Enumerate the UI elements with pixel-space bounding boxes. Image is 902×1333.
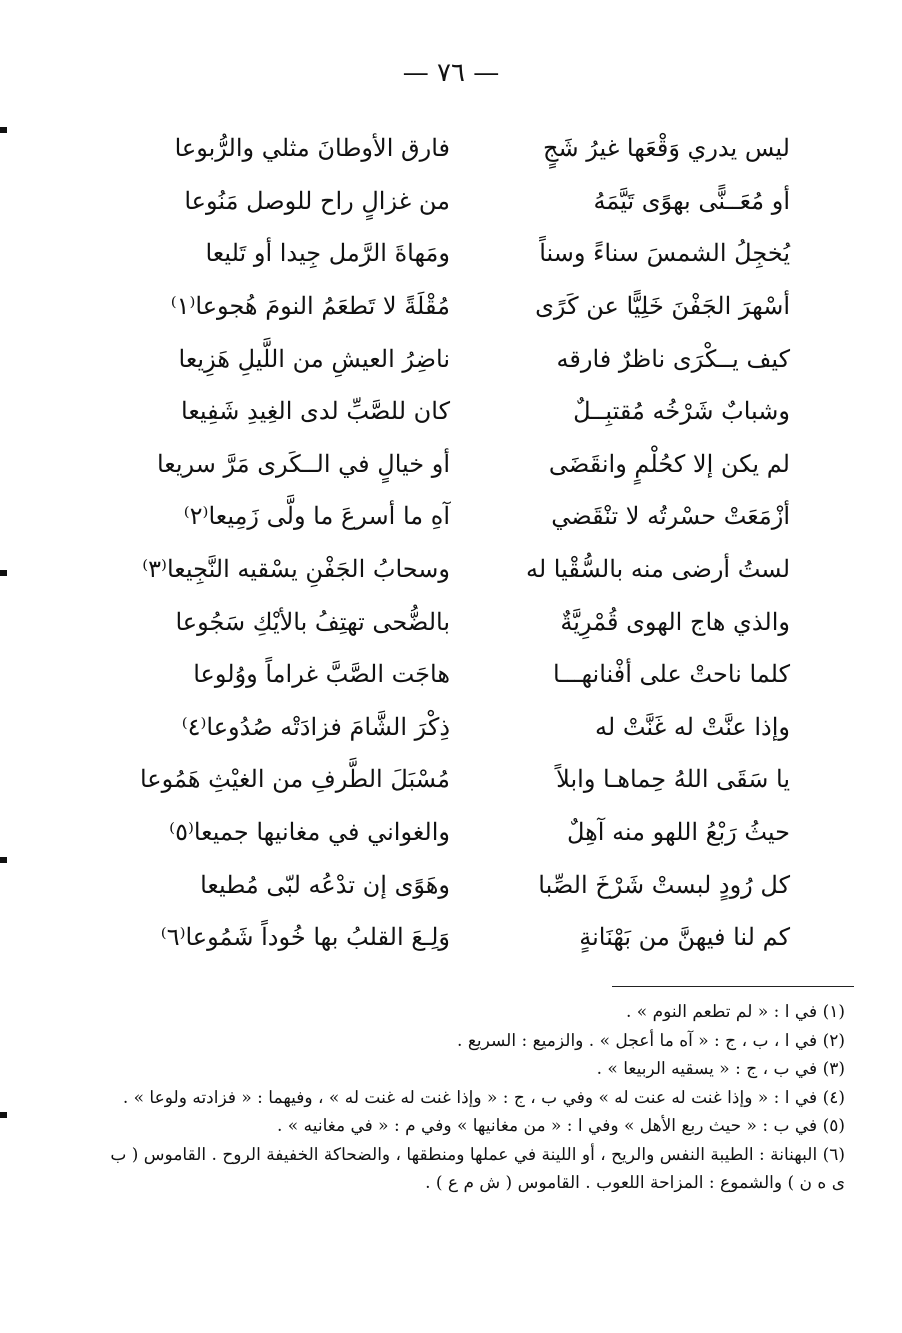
- verse-second-hemistich: آهِ ما أسرعَ ما ولَّى زَمِيعا⁽٢⁾: [183, 502, 450, 531]
- verse-second-hemistich: والغواني في مغانيها جميعا⁽٥⁾: [169, 818, 450, 847]
- footnote: (١) في ا : « لم تطعم النوم » .: [625, 1002, 845, 1022]
- footnote-divider: [612, 986, 854, 987]
- verse-first-hemistich: أسْهرَ الجَفْنَ خَلِيًّا عن كَرًى: [535, 292, 790, 321]
- verse-first-hemistich: أو مُعَــنًّى بهوًى تَيَّمَهُ: [593, 186, 790, 215]
- verse-second-hemistich: ناضِرُ العيشِ من اللَّيلِ هَزِيعا: [178, 344, 450, 373]
- verse-first-hemistich: ليس يدري وَقْعَها غيرُ شَجٍ: [543, 134, 790, 163]
- verse: [150, 122, 790, 175]
- verse: [150, 858, 790, 911]
- verse-second-hemistich: ذِكْرَ الشَّامَ فزادَتْه صُدُوعا⁽٤⁾: [181, 712, 450, 741]
- verse-second-hemistich: وَلِـعَ القلبُ بها خُوداً شَمُوعا⁽٦⁾: [160, 923, 450, 952]
- scan-edge-mark: [0, 570, 7, 576]
- verse-second-hemistich: بالضُّحى تهتِفُ بالأيْكِ سَجُوعا: [175, 607, 450, 636]
- footnote: (٦) البهنانة : الطيبة النفس والريح ، أو اللينة في عملها ومنطقها ، والضحاكة الخفيفة الروح . القاموس ( ب ى ه ن ) والشموع : المزاحة اللعوب . القاموس ( ش م ع ) .: [110, 1144, 845, 1193]
- verse: [150, 227, 790, 280]
- verse-first-hemistich: يُخجِلُ الشمسَ سناءً وسناً: [539, 239, 790, 268]
- verse-second-hemistich: هاجَت الصَّبَّ غراماً ووُلوعا: [193, 660, 450, 689]
- poem: [139, 122, 790, 964]
- verse: [150, 701, 790, 754]
- verse: [150, 438, 790, 491]
- verse-second-hemistich: وسحابُ الجَفْنِ يسْقيه النَّجِيعا⁽٣⁾: [142, 555, 450, 584]
- verse: [139, 753, 790, 806]
- verse-first-hemistich: كل رُودٍ لبستْ شَرْخَ الصِّبا: [538, 870, 790, 899]
- verse-second-hemistich: مُقْلَةً لا تَطعَمُ النومَ هُجوعا⁽١⁾: [170, 292, 450, 321]
- verse-second-hemistich: وهَوًى إن تدْعُه لبّى مُطيعا: [200, 870, 450, 899]
- footnote: (٤) في ا : « وإذا غنت له عنت له » وفي ب ، ج : « وإذا غنت له غنت له » ، وفيهما : « فزادته ولوعا » .: [122, 1087, 845, 1108]
- verse: [150, 806, 790, 859]
- footnotes: [110, 998, 845, 1198]
- verse: [150, 280, 790, 333]
- page-number: — ٧٦ —: [402, 58, 500, 88]
- verse-second-hemistich: كان للصَّبِّ لدى الغِيدِ شَفِيعا: [181, 397, 450, 426]
- verse-first-hemistich: وإذا عنَّتْ له غَنَّتْ له: [595, 712, 790, 741]
- verse-second-hemistich: من غزالٍ راح للوصل مَنُوعا: [184, 186, 450, 215]
- footnote: (٢) في ا ، ب ، ج : « آه ما أعجل » . والزميع : السريع .: [457, 1030, 845, 1051]
- verse-first-hemistich: يا سَقَى اللهُ حِماهـا وابلاً: [556, 765, 790, 794]
- verse-first-hemistich: كيف يــكْرَى ناظرٌ فارقه: [556, 344, 790, 373]
- verse: [150, 490, 790, 543]
- footnote: (٥) في ب : « حيث ربع الأهل » وفي ا : « من مغانيها » وفي م : « في مغانيه » .: [277, 1116, 845, 1136]
- scan-edge-mark: [0, 857, 7, 863]
- verse: [150, 385, 790, 438]
- verse: [150, 595, 790, 648]
- scan-edge-mark: [0, 1112, 7, 1118]
- verse: [150, 648, 790, 701]
- verse-second-hemistich: فارق الأوطانَ مثلي والرُّبوعا: [174, 134, 450, 163]
- verse-first-hemistich: لستُ أرضى منه بالسُّقْيا له: [526, 555, 790, 584]
- verse: [150, 175, 790, 228]
- verse-first-hemistich: كم لنا فيهنَّ من بَهْنَانةٍ: [579, 923, 790, 952]
- verse: [142, 543, 790, 596]
- verse: [150, 332, 790, 385]
- verse-second-hemistich: ومَهاةَ الرَّمل جِيدا أو تَليعا: [205, 239, 450, 268]
- verse-first-hemistich: أزْمَعَتْ حسْرتُه لا تنْقَضي: [551, 502, 790, 531]
- verse: [150, 911, 790, 964]
- verse-first-hemistich: لم يكن إلا كحُلْمٍ وانقَضَى: [548, 449, 790, 478]
- verse-first-hemistich: والذي هاج الهوى قُمْرِيَّةٌ: [560, 607, 790, 636]
- verse-first-hemistich: كلما ناحتْ على أفْنانهـــا: [553, 660, 790, 689]
- footnote: (٣) في ب ، ج : « يسقيه الربيعا » .: [596, 1059, 845, 1079]
- verse-second-hemistich: أو خيالٍ في الــكَرى مَرَّ سريعا: [156, 449, 450, 478]
- scan-edge-mark: [0, 127, 7, 133]
- verse-first-hemistich: وشبابٌ شَرْخُه مُقتبِــلٌ: [573, 397, 790, 426]
- verse-second-hemistich: مُسْبَلَ الطَّرفِ من الغيْثِ هَمُوعا: [139, 765, 450, 794]
- verse-first-hemistich: حيثُ رَبْعُ اللهو منه آهِلٌ: [566, 818, 790, 847]
